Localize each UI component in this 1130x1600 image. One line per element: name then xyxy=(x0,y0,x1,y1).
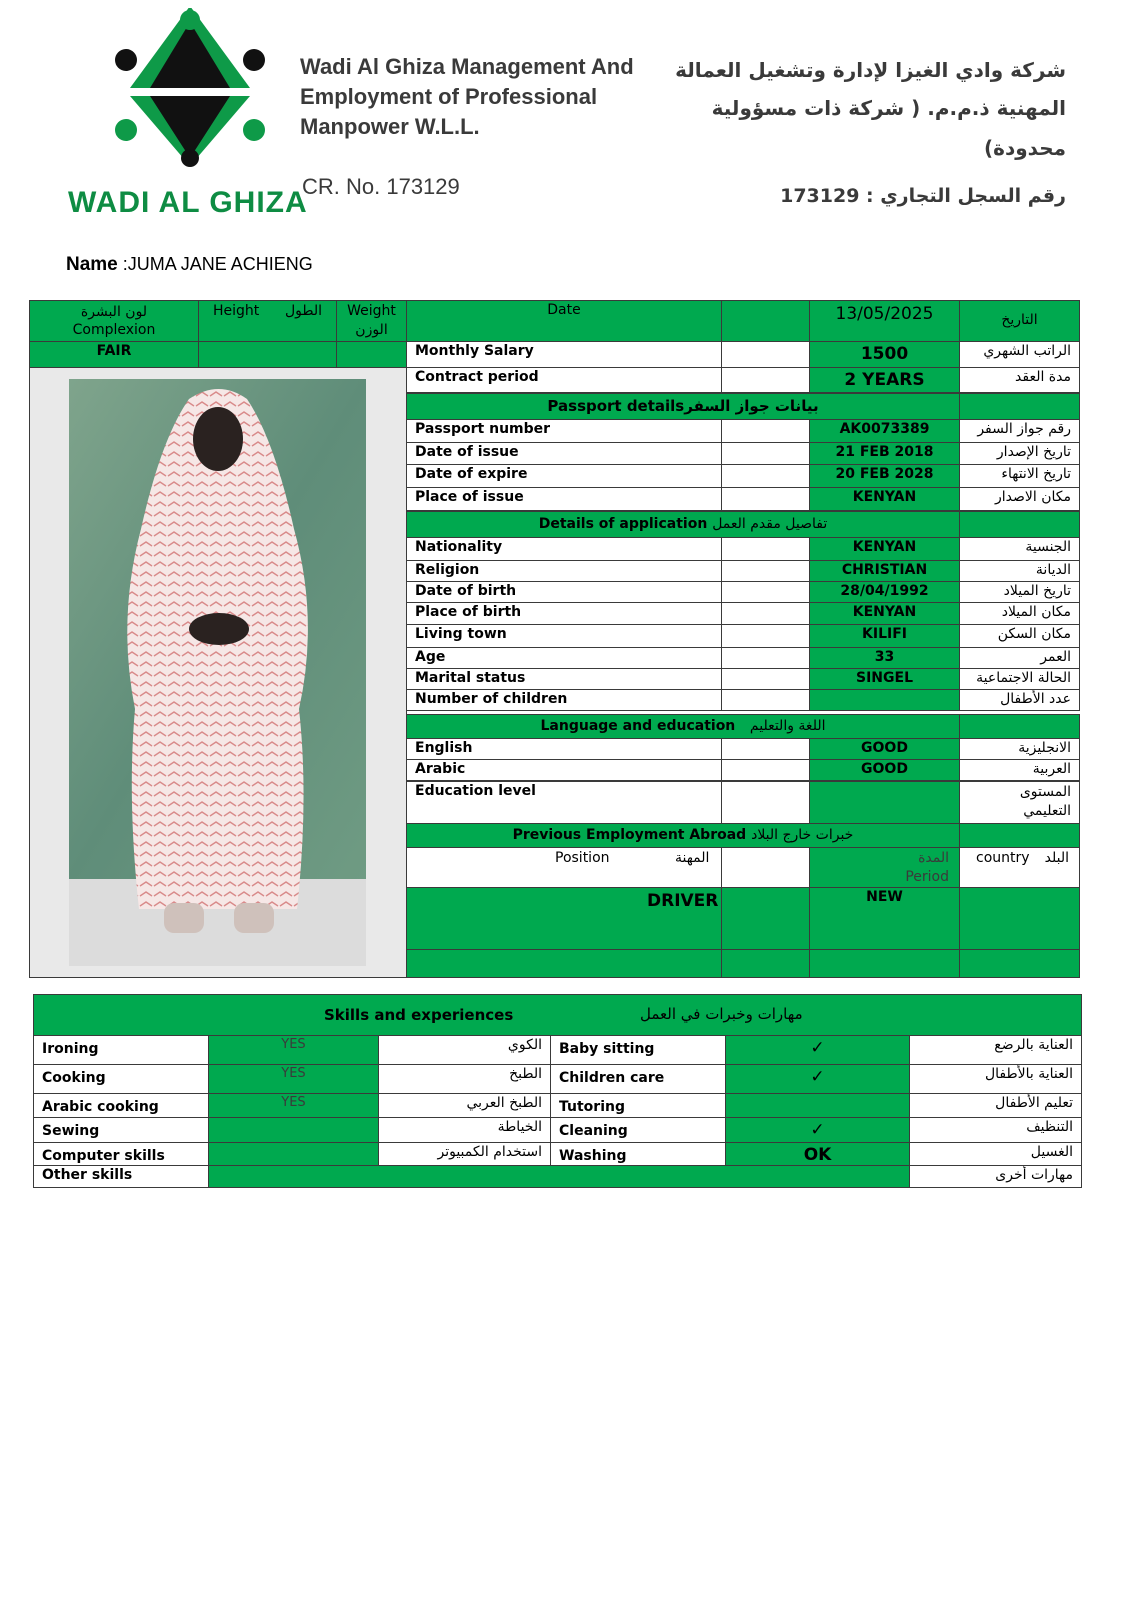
application-row-ar-label: مكان الميلاد xyxy=(959,602,1080,625)
application-row-label: Date of birth xyxy=(406,581,722,603)
passport-row-ar-label: مكان الاصدار xyxy=(959,487,1080,511)
employment-heading: Previous Employment Abroad خبرات خارج البلاد xyxy=(406,823,960,848)
skill-check: ✓ xyxy=(725,1035,910,1065)
language-row-value: GOOD xyxy=(809,738,960,760)
salary-row-ar-label: الراتب الشهري xyxy=(959,341,1080,368)
passport-row-label: Passport number xyxy=(406,419,722,443)
company-name-ar-3: محدودة) xyxy=(984,136,1066,160)
period-value: NEW xyxy=(809,887,960,950)
passport-row-label: Date of issue xyxy=(406,442,722,465)
company-name-ar-1: شركة وادي الغيزا لإدارة وتشغيل العمالة xyxy=(675,58,1066,82)
passport-row-ar-label: رقم جواز السفر xyxy=(959,419,1080,443)
other-skills-label: Other skills xyxy=(33,1165,209,1188)
skill-ar-label: العناية بالأطفال xyxy=(909,1064,1082,1094)
application-row-label: Living town xyxy=(406,624,722,648)
skill-value xyxy=(208,1117,379,1143)
skill-value xyxy=(208,1142,379,1166)
skill-label: Cooking xyxy=(33,1064,209,1094)
application-row-label: Age xyxy=(406,647,722,669)
language-row-label: English xyxy=(406,738,722,760)
application-row-ar-label: تاريخ الميلاد xyxy=(959,581,1080,603)
skill-check: ✓ xyxy=(725,1117,910,1143)
language-row-value: GOOD xyxy=(809,759,960,781)
passport-row-value: AK0073389 xyxy=(809,419,960,443)
education-level-ar: المستوى التعليمي xyxy=(959,781,1080,824)
application-row-ar-label: مكان السكن xyxy=(959,624,1080,648)
position-header: Position المهنة xyxy=(406,847,722,888)
application-row-label: Religion xyxy=(406,560,722,582)
skill-ar-label: استخدام الكمبيوتر xyxy=(378,1142,551,1166)
other-skills-ar: مهارات أخرى xyxy=(909,1165,1082,1188)
skills-heading: Skills and experiences مهارات وخبرات في العمل xyxy=(33,994,1082,1036)
passport-row-value: 21 FEB 2018 xyxy=(809,442,960,465)
passport-row-label: Place of issue xyxy=(406,487,722,511)
period-header: المدة Period xyxy=(809,847,960,888)
salary-row-value: 1500 xyxy=(809,341,960,368)
skill-ar-label: الغسيل xyxy=(909,1142,1082,1166)
skill-value: YES xyxy=(208,1064,379,1094)
name-label: Name xyxy=(66,254,118,275)
application-heading: Details of application تفاصيل مقدم العمل xyxy=(406,511,960,538)
other-skills-value xyxy=(208,1165,910,1188)
application-row-ar-label: عدد الأطفال xyxy=(959,689,1080,711)
skill-value: YES xyxy=(208,1093,379,1118)
company-name-en-1: Wadi Al Ghiza Management And xyxy=(300,54,634,79)
language-row-ar-label: الانجليزية xyxy=(959,738,1080,760)
skill-label: Tutoring xyxy=(550,1093,726,1118)
company-name-en-2: Employment of Professional xyxy=(300,84,598,109)
skill-label: Ironing xyxy=(33,1035,209,1065)
cr-number-en: CR. No. 173129 xyxy=(302,174,460,199)
application-row-label: Place of birth xyxy=(406,602,722,625)
application-row-value: KENYAN xyxy=(809,602,960,625)
passport-row-label: Date of expire xyxy=(406,464,722,488)
application-row-ar-label: الحالة الاجتماعية xyxy=(959,668,1080,690)
skill-check xyxy=(725,1093,910,1118)
skill-label: Sewing xyxy=(33,1117,209,1143)
skill-ar-label: العناية بالرضع xyxy=(909,1035,1082,1065)
skill-label: Arabic cooking xyxy=(33,1093,209,1118)
language-row-label: Arabic xyxy=(406,759,722,781)
complexion-value: FAIR xyxy=(29,341,199,368)
company-name-ar-2: المهنية ذ.م.م. ( شركة ذات مسؤولية xyxy=(711,96,1066,120)
skill-ar-label: التنظيف xyxy=(909,1117,1082,1143)
passport-heading: Passport detailsبيانات جواز السفر xyxy=(406,393,960,420)
salary-row-label: Contract period xyxy=(406,367,722,393)
salary-row-ar-label: مدة العقد xyxy=(959,367,1080,393)
weight-header: Weight الوزن xyxy=(336,300,407,342)
date-header: Date xyxy=(406,300,722,342)
application-row-ar-label: الديانة xyxy=(959,560,1080,582)
education-level-label: Education level xyxy=(406,781,722,824)
complexion-header: لون البشرة Complexion xyxy=(29,300,199,342)
passport-row-ar-label: تاريخ الانتهاء xyxy=(959,464,1080,488)
application-row-value: CHRISTIAN xyxy=(809,560,960,582)
name-value: :JUMA JANE ACHIENG xyxy=(117,254,313,274)
skill-label: Baby sitting xyxy=(550,1035,726,1065)
application-row-value: KILIFI xyxy=(809,624,960,648)
language-row-ar-label: العربية xyxy=(959,759,1080,781)
application-row-value: KENYAN xyxy=(809,537,960,561)
application-row-ar-label: العمر xyxy=(959,647,1080,669)
skill-check: OK xyxy=(725,1142,910,1166)
date-value: 13/05/2025 xyxy=(809,300,960,342)
skill-label: Cleaning xyxy=(550,1117,726,1143)
country-header: country البلد xyxy=(959,847,1080,888)
date-ar-label: التاريخ xyxy=(959,300,1080,342)
position-value: DRIVER xyxy=(406,887,722,950)
skill-label: Children care xyxy=(550,1064,726,1094)
application-row-value: 28/04/1992 xyxy=(809,581,960,603)
company-name-en-3: Manpower W.L.L. xyxy=(300,114,480,139)
application-row-label: Number of children xyxy=(406,689,722,711)
skill-ar-label: تعليم الأطفال xyxy=(909,1093,1082,1118)
skill-value: YES xyxy=(208,1035,379,1065)
language-heading: Language and education اللغة والتعليم xyxy=(406,714,960,739)
passport-row-value: 20 FEB 2028 xyxy=(809,464,960,488)
application-row-value: 33 xyxy=(809,647,960,669)
application-row-label: Marital status xyxy=(406,668,722,690)
skill-ar-label: الخياطة xyxy=(378,1117,551,1143)
passport-row-value: KENYAN xyxy=(809,487,960,511)
skill-ar-label: الكوي xyxy=(378,1035,551,1065)
application-row-value: SINGEL xyxy=(809,668,960,690)
passport-row-ar-label: تاريخ الإصدار xyxy=(959,442,1080,465)
skill-ar-label: الطبخ العربي xyxy=(378,1093,551,1118)
application-row-ar-label: الجنسية xyxy=(959,537,1080,561)
salary-row-label: Monthly Salary xyxy=(406,341,722,368)
height-header: Height الطول xyxy=(198,300,337,342)
skill-label: Computer skills xyxy=(33,1142,209,1166)
logo-wordmark: WADI AL GHIZA xyxy=(68,186,308,219)
cr-number-ar: رقم السجل التجاري : 173129 xyxy=(780,185,1066,207)
skill-ar-label: الطبخ xyxy=(378,1064,551,1094)
salary-row-value: 2 YEARS xyxy=(809,367,960,393)
skill-check: ✓ xyxy=(725,1064,910,1094)
skill-label: Washing xyxy=(550,1142,726,1166)
application-row-label: Nationality xyxy=(406,537,722,561)
